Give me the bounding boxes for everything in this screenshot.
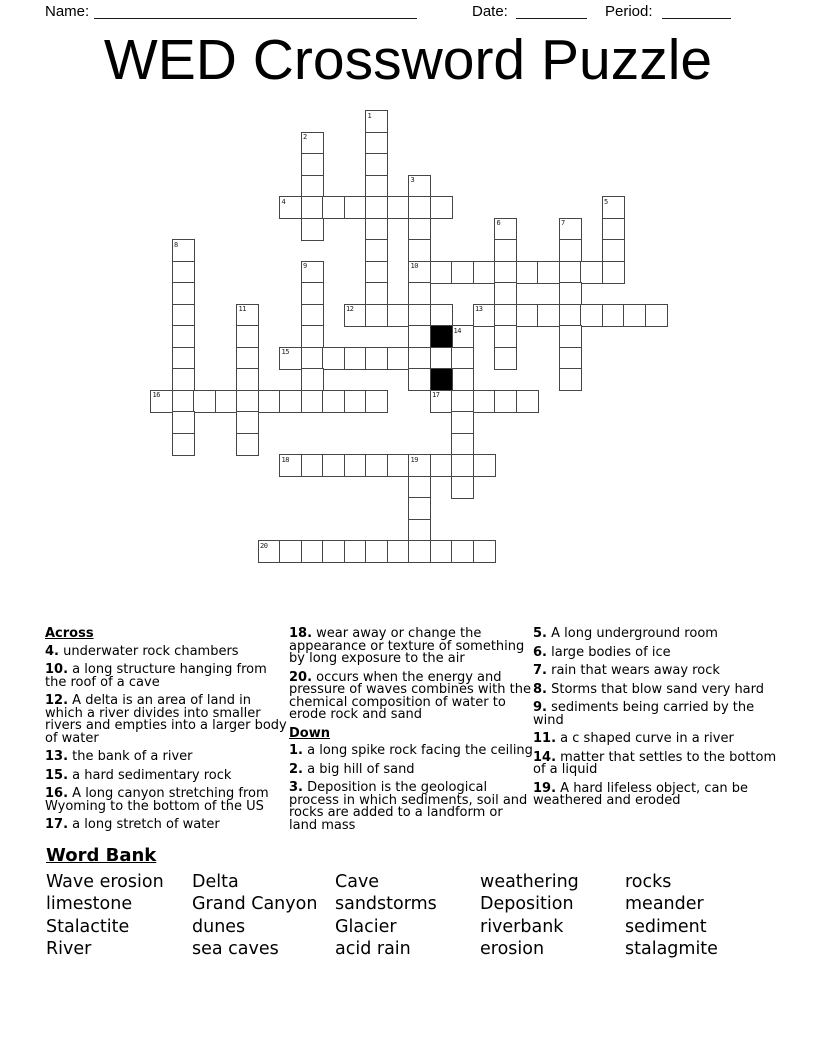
word-bank-word: meander — [625, 894, 704, 915]
grid-cell[interactable] — [408, 325, 431, 348]
grid-cell[interactable] — [408, 175, 431, 198]
clue-across-12: 12. A delta is an area of land in which a river divides into smaller rivers and empties into a larger body of water — [45, 693, 287, 746]
grid-cell[interactable] — [494, 218, 517, 241]
word-bank-word: limestone — [46, 894, 133, 915]
word-bank-word: Stalactite — [46, 916, 130, 937]
word-bank-word: sediment — [625, 916, 707, 937]
grid-cell[interactable] — [451, 540, 474, 563]
date-label: Date: — [472, 3, 508, 20]
clue-across-15: 15. a hard sedimentary rock — [45, 767, 232, 783]
grid-cell[interactable] — [451, 347, 474, 370]
grid-cell[interactable] — [301, 153, 324, 176]
grid-cell-number: 16 — [152, 391, 160, 399]
name-blank-line[interactable] — [94, 4, 417, 19]
grid-cell[interactable] — [344, 196, 367, 219]
grid-cell[interactable] — [451, 454, 474, 477]
clue-down-9: 9. sediments being carried by the wind — [533, 700, 755, 728]
grid-cell[interactable] — [473, 390, 496, 413]
word-bank-word: weathering — [480, 872, 579, 892]
grid-cell[interactable] — [408, 218, 431, 241]
grid-cell[interactable] — [236, 433, 259, 456]
grid-cell[interactable] — [322, 390, 345, 413]
name-label: Name: — [45, 3, 90, 20]
word-bank-column-4 — [480, 871, 625, 961]
crossword-grid — [150, 110, 669, 564]
grid-cell[interactable] — [172, 282, 195, 305]
grid-cell[interactable] — [365, 282, 388, 305]
grid-cell[interactable] — [645, 304, 668, 327]
grid-cell-number: 5 — [604, 197, 608, 206]
grid-cell[interactable] — [301, 196, 324, 219]
grid-cell[interactable] — [430, 454, 453, 477]
grid-cell[interactable] — [602, 239, 625, 262]
grid-cell-number: 9 — [303, 262, 307, 270]
grid-cell[interactable] — [279, 454, 302, 477]
grid-cell[interactable] — [623, 304, 646, 327]
grid-cell-number: 19 — [410, 455, 418, 464]
grid-cell[interactable] — [473, 540, 496, 563]
grid-cell[interactable] — [430, 347, 453, 370]
grid-cell[interactable] — [408, 476, 431, 499]
grid-cell[interactable] — [365, 132, 388, 155]
word-bank-word: sandstorms — [335, 894, 437, 915]
word-bank-word: rocks — [625, 872, 672, 892]
grid-cell[interactable] — [322, 454, 345, 477]
clue-down-3: 3. Deposition is the geological process in which sediments, soil and rocks are added to a landform or land mass — [289, 780, 528, 833]
grid-cell-number: 14 — [453, 326, 461, 335]
grid-cell-number: 3 — [410, 176, 415, 184]
grid-cell[interactable] — [580, 304, 603, 327]
grid-cell[interactable] — [279, 540, 302, 563]
grid-cell[interactable] — [344, 454, 367, 477]
grid-cell[interactable] — [301, 132, 324, 155]
grid-cell[interactable] — [516, 390, 539, 413]
grid-cell[interactable] — [301, 261, 324, 284]
grid-cell[interactable] — [301, 282, 324, 305]
grid-cell-number: 4 — [281, 197, 286, 206]
grid-cell[interactable] — [408, 519, 431, 542]
grid-cell[interactable] — [473, 261, 496, 284]
grid-cell[interactable] — [408, 282, 431, 305]
grid-cell[interactable] — [408, 261, 431, 284]
grid-cell[interactable] — [301, 304, 324, 327]
grid-cell-black — [430, 368, 453, 391]
grid-cell[interactable] — [559, 368, 582, 391]
clue-down-2: 2. a big hill of sand — [289, 761, 415, 777]
word-bank-heading: Word Bank — [46, 845, 157, 866]
clue-down-19: 19. A hard lifeless object, can be weathered and eroded — [533, 780, 749, 808]
grid-cell[interactable] — [537, 261, 560, 284]
grid-cell[interactable] — [322, 196, 345, 219]
grid-cell[interactable] — [301, 325, 324, 348]
date-blank-line[interactable] — [516, 4, 587, 19]
clue-across-20: 20. occurs when the energy and pressure of waves combines with the chemical composition of water to erode rock and sand — [289, 669, 531, 722]
grid-cell[interactable] — [279, 196, 302, 219]
clue-down-11: 11. a c shaped curve in a river — [533, 731, 734, 746]
grid-cell[interactable] — [580, 261, 603, 284]
grid-cell[interactable] — [172, 239, 195, 262]
clue-across-10: 10. a long structure hanging from the roof of a cave — [45, 662, 267, 690]
grid-cell[interactable] — [559, 347, 582, 370]
grid-cell[interactable] — [494, 261, 517, 284]
down-heading: Down — [289, 725, 330, 741]
grid-cell[interactable] — [365, 390, 388, 413]
word-bank-word: River — [46, 939, 92, 960]
grid-cell[interactable] — [344, 390, 367, 413]
grid-cell[interactable] — [365, 261, 388, 284]
word-bank-word: acid rain — [335, 939, 411, 960]
grid-cell-number: 17 — [432, 391, 440, 399]
clue-down-14: 14. matter that settles to the bottom of a liquid — [533, 749, 777, 777]
clue-across-17: 17. a long stretch of water — [45, 817, 220, 832]
grid-cell[interactable] — [150, 390, 173, 413]
grid-cell[interactable] — [451, 390, 474, 413]
grid-cell[interactable] — [451, 433, 474, 456]
grid-cell[interactable] — [451, 261, 474, 284]
grid-cell[interactable] — [301, 390, 324, 413]
grid-cell[interactable] — [387, 540, 410, 563]
grid-cell[interactable] — [258, 540, 281, 563]
grid-cell[interactable] — [408, 368, 431, 391]
grid-cell[interactable] — [236, 368, 259, 391]
word-bank-column-1 — [46, 871, 192, 961]
period-blank-line[interactable] — [662, 4, 731, 19]
grid-cell[interactable] — [408, 304, 431, 327]
grid-cell[interactable] — [258, 390, 281, 413]
word-bank-word: erosion — [480, 939, 545, 960]
grid-cell[interactable] — [559, 239, 582, 262]
grid-cell[interactable] — [430, 196, 453, 219]
clue-column-3 — [533, 628, 778, 814]
across-heading: Across — [45, 626, 94, 641]
grid-cell[interactable] — [451, 411, 474, 434]
grid-cell[interactable] — [559, 304, 582, 327]
grid-cell[interactable] — [172, 368, 195, 391]
word-bank-column-5 — [625, 871, 776, 961]
grid-cell[interactable] — [344, 304, 367, 327]
grid-cell[interactable] — [193, 390, 216, 413]
grid-cell[interactable] — [408, 347, 431, 370]
clue-across-4: 4. underwater rock chambers — [45, 643, 239, 659]
grid-cell[interactable] — [494, 390, 517, 413]
page-title: WED Crossword Puzzle — [103, 28, 713, 92]
grid-cell[interactable] — [387, 454, 410, 477]
grid-cell[interactable] — [344, 347, 367, 370]
grid-cell-number: 1 — [367, 111, 372, 120]
grid-cell[interactable] — [494, 239, 517, 262]
grid-cell[interactable] — [494, 282, 517, 305]
grid-cell[interactable] — [215, 390, 238, 413]
grid-cell[interactable] — [236, 347, 259, 370]
grid-cell[interactable] — [365, 110, 388, 133]
grid-cell[interactable] — [236, 304, 259, 327]
grid-cell[interactable] — [516, 304, 539, 327]
period-label: Period: — [605, 3, 653, 20]
clue-across-16: 16. A long canyon stretching from Wyoming to the bottom of the US — [45, 786, 269, 814]
clue-column-2 — [289, 628, 534, 838]
grid-cell-number: 6 — [496, 219, 501, 227]
grid-cell-number: 20 — [260, 541, 268, 550]
grid-cell[interactable] — [365, 347, 388, 370]
grid-cell[interactable] — [301, 540, 324, 563]
grid-cell[interactable] — [537, 304, 560, 327]
clue-column-1 — [45, 628, 290, 838]
word-bank-word: Glacier — [335, 916, 397, 937]
clue-across-18: 18. wear away or change the appearance or texture of something by long exposure to the air — [289, 626, 525, 666]
grid-cell[interactable] — [279, 390, 302, 413]
grid-cell[interactable] — [365, 175, 388, 198]
grid-cell[interactable] — [408, 540, 431, 563]
grid-cell[interactable] — [408, 196, 431, 219]
word-bank-column-2 — [192, 871, 335, 961]
grid-cell[interactable] — [494, 347, 517, 370]
grid-cell[interactable] — [430, 261, 453, 284]
clue-across-13: 13. the bank of a river — [45, 749, 193, 764]
grid-cell[interactable] — [451, 325, 474, 348]
grid-cell[interactable] — [365, 218, 388, 241]
grid-cell[interactable] — [322, 540, 345, 563]
grid-cell[interactable] — [365, 196, 388, 219]
grid-cell[interactable] — [408, 454, 431, 477]
grid-cell-number: 10 — [410, 262, 418, 270]
grid-cell[interactable] — [430, 304, 453, 327]
grid-cell[interactable] — [172, 433, 195, 456]
grid-cell[interactable] — [172, 261, 195, 284]
word-bank-word: stalagmite — [625, 939, 718, 960]
grid-cell[interactable] — [365, 540, 388, 563]
grid-cell[interactable] — [301, 347, 324, 370]
clue-down-7: 7. rain that wears away rock — [533, 663, 720, 678]
grid-cell[interactable] — [473, 304, 496, 327]
grid-cell[interactable] — [172, 411, 195, 434]
grid-cell[interactable] — [473, 454, 496, 477]
grid-cell[interactable] — [408, 497, 431, 520]
grid-cell[interactable] — [301, 454, 324, 477]
grid-cell-number: 2 — [303, 133, 307, 141]
grid-cell[interactable] — [236, 325, 259, 348]
grid-cell[interactable] — [494, 325, 517, 348]
word-bank-word: Deposition — [480, 894, 574, 915]
grid-cell[interactable] — [172, 390, 195, 413]
word-bank-columns — [46, 871, 776, 961]
grid-cell[interactable] — [301, 218, 324, 241]
clue-down-8: 8. Storms that blow sand very hard — [533, 681, 765, 697]
grid-cell[interactable] — [172, 325, 195, 348]
word-bank-word: Wave erosion — [46, 872, 164, 892]
grid-cell[interactable] — [430, 390, 453, 413]
grid-cell[interactable] — [408, 239, 431, 262]
grid-cell[interactable] — [602, 304, 625, 327]
clue-down-5: 5. A long underground room — [533, 626, 718, 641]
grid-cell-number: 12 — [346, 305, 354, 313]
grid-cell[interactable] — [602, 196, 625, 219]
grid-cell[interactable] — [451, 476, 474, 499]
grid-cell-number: 7 — [561, 219, 565, 227]
grid-cell[interactable] — [301, 368, 324, 391]
grid-cell[interactable] — [451, 368, 474, 391]
word-bank-word: Grand Canyon — [192, 894, 318, 915]
clue-down-6: 6. large bodies of ice — [533, 644, 671, 660]
word-bank-column-3 — [335, 871, 480, 961]
word-bank-word: Delta — [192, 872, 239, 892]
grid-cell-number: 13 — [475, 305, 483, 313]
grid-cell[interactable] — [236, 411, 259, 434]
grid-cell-number: 11 — [238, 305, 246, 313]
grid-cell[interactable] — [602, 218, 625, 241]
grid-cell[interactable] — [559, 325, 582, 348]
word-bank — [46, 845, 776, 961]
word-bank-word: dunes — [192, 916, 246, 937]
grid-cell-number: 15 — [281, 348, 289, 356]
grid-cell[interactable] — [172, 304, 195, 327]
grid-cell[interactable] — [344, 540, 367, 563]
grid-cell[interactable] — [301, 175, 324, 198]
word-bank-word: Cave — [335, 872, 380, 892]
grid-cell[interactable] — [322, 347, 345, 370]
word-bank-word: riverbank — [480, 916, 564, 937]
grid-cell[interactable] — [516, 261, 539, 284]
clue-down-1: 1. a long spike rock facing the ceiling — [289, 743, 533, 758]
grid-cell[interactable] — [602, 261, 625, 284]
grid-cell[interactable] — [559, 261, 582, 284]
grid-cell[interactable] — [365, 304, 388, 327]
grid-cell-black — [430, 325, 453, 348]
grid-cell[interactable] — [387, 196, 410, 219]
grid-cell[interactable] — [494, 304, 517, 327]
grid-cell[interactable] — [365, 239, 388, 262]
grid-cell[interactable] — [279, 347, 302, 370]
grid-cell[interactable] — [559, 282, 582, 305]
grid-cell[interactable] — [387, 304, 410, 327]
grid-cell[interactable] — [365, 153, 388, 176]
grid-cell[interactable] — [236, 390, 259, 413]
grid-cell-number: 18 — [281, 455, 289, 464]
grid-cell[interactable] — [365, 454, 388, 477]
grid-cell-number: 8 — [174, 240, 178, 249]
word-bank-word: sea caves — [192, 939, 279, 960]
grid-cell[interactable] — [172, 347, 195, 370]
grid-cell[interactable] — [387, 347, 410, 370]
grid-cell[interactable] — [559, 218, 582, 241]
grid-cell[interactable] — [430, 540, 453, 563]
